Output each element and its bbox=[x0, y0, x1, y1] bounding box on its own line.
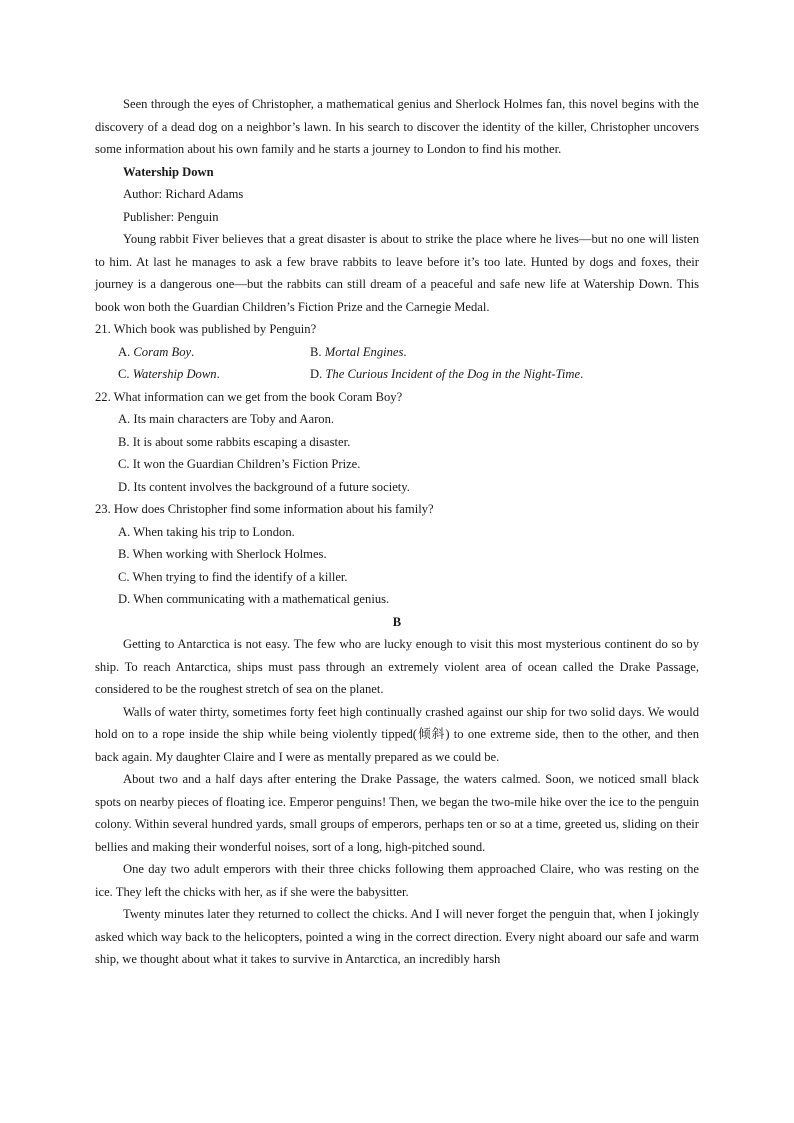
q23-option-c: C. When trying to find the identify of a killer. bbox=[118, 569, 348, 584]
q21-option-a: A. Coram Boy. bbox=[118, 344, 195, 359]
passage-b-paragraph-2: Walls of water thirty, sometimes forty feet high continually crashed against our ship for two solid days. We would hold on to a rope inside the ship while being violently tipped(倾斜) to one extreme side, then to the other, and then back again. My daughter Claire and I were as mentally prepared as we could be. bbox=[95, 704, 699, 764]
document-page bbox=[95, 93, 699, 971]
q23-option-d: D. When communicating with a mathematical genius. bbox=[118, 592, 390, 606]
watership-title: Watership Down bbox=[123, 164, 214, 179]
q23-option-a: A. When taking his trip to London. bbox=[118, 524, 295, 539]
q22-option-b: B. It is about some rabbits escaping a disaster. bbox=[118, 434, 351, 449]
q22-option-d: D. Its content involves the background of a future society. bbox=[118, 479, 410, 494]
section-b-heading: B bbox=[392, 614, 402, 629]
curious-incident-description: Seen through the eyes of Christopher, a mathematical genius and Sherlock Holmes fan, this novel begins with the discovery of a dead dog on a neighbor’s lawn. In his search to discover the identity of the killer, Christopher uncovers some information about his own family and he starts a journey to London to find his mother. bbox=[95, 97, 699, 156]
passage-b-paragraph-1: Getting to Antarctica is not easy. The few who are lucky enough to visit this most mysterious continent do so by ship. To reach Antarctica, ships must pass through an extremely violent area of ocean called the Drake Passage, considered to be the roughest stretch of sea on the planet. bbox=[95, 637, 699, 696]
watership-author: Author: Richard Adams bbox=[123, 187, 244, 201]
q21-stem: 21. Which book was published by Penguin? bbox=[95, 322, 317, 336]
q21-options-row-1 bbox=[95, 341, 699, 364]
q22-stem: 22. What information can we get from the book Coram Boy? bbox=[95, 389, 403, 404]
passage-b-paragraph-3: About two and a half days after entering the Drake Passage, the waters calmed. Soon, we noticed small black spots on nearby pieces of floating ice. Emperor penguins! Then, we began the two-mile hike over the ice to the penguin colony. Within several hundred yards, small groups of emperors, perhaps ten or so at a time, greeted us, sliding on their bellies and making their wonderful noises, sort of a long, high-pitched sound. bbox=[95, 772, 699, 854]
passage-b-paragraph-4: One day two adult emperors with their three chicks following them approached Claire, who was resting on the ice. They left the chicks with her, as if she were the babysitter. bbox=[95, 862, 699, 899]
q21-option-c: C. Watership Down. bbox=[118, 367, 220, 381]
q23-option-b: B. When working with Sherlock Holmes. bbox=[118, 547, 327, 561]
q21-option-b: B. Mortal Engines. bbox=[310, 344, 407, 359]
watership-publisher: Publisher: Penguin bbox=[123, 209, 219, 224]
q21-option-d: D. The Curious Incident of the Dog in the Night-Time. bbox=[310, 367, 584, 381]
q23-stem: 23. How does Christopher find some information about his family? bbox=[95, 502, 434, 516]
watership-description: Young rabbit Fiver believes that a great disaster is about to strike the place where he lives—but no one will listen to him. At last he manages to ask a few brave rabbits to leave before it’s too late. Hunted by dogs and foxes, their journey is a dangerous one—but the rabbits can still dream of a peaceful and safe new life at Watership Down. This book won both the Guardian Children’s Fiction Prize and the Carnegie Medal. bbox=[95, 232, 699, 314]
passage-b-paragraph-5: Twenty minutes later they returned to collect the chicks. And I will never forget the penguin that, when I jokingly asked which way back to the helicopters, pointed a wing in the correct direction. Every night aboard our safe and warm ship, we thought about what it takes to survive in Antarctica, an incredibly harsh bbox=[95, 907, 699, 966]
q21-options-row-2 bbox=[95, 363, 699, 386]
q22-option-a: A. Its main characters are Toby and Aaron. bbox=[118, 412, 335, 426]
q22-option-c: C. It won the Guardian Children’s Fiction Prize. bbox=[118, 457, 361, 471]
